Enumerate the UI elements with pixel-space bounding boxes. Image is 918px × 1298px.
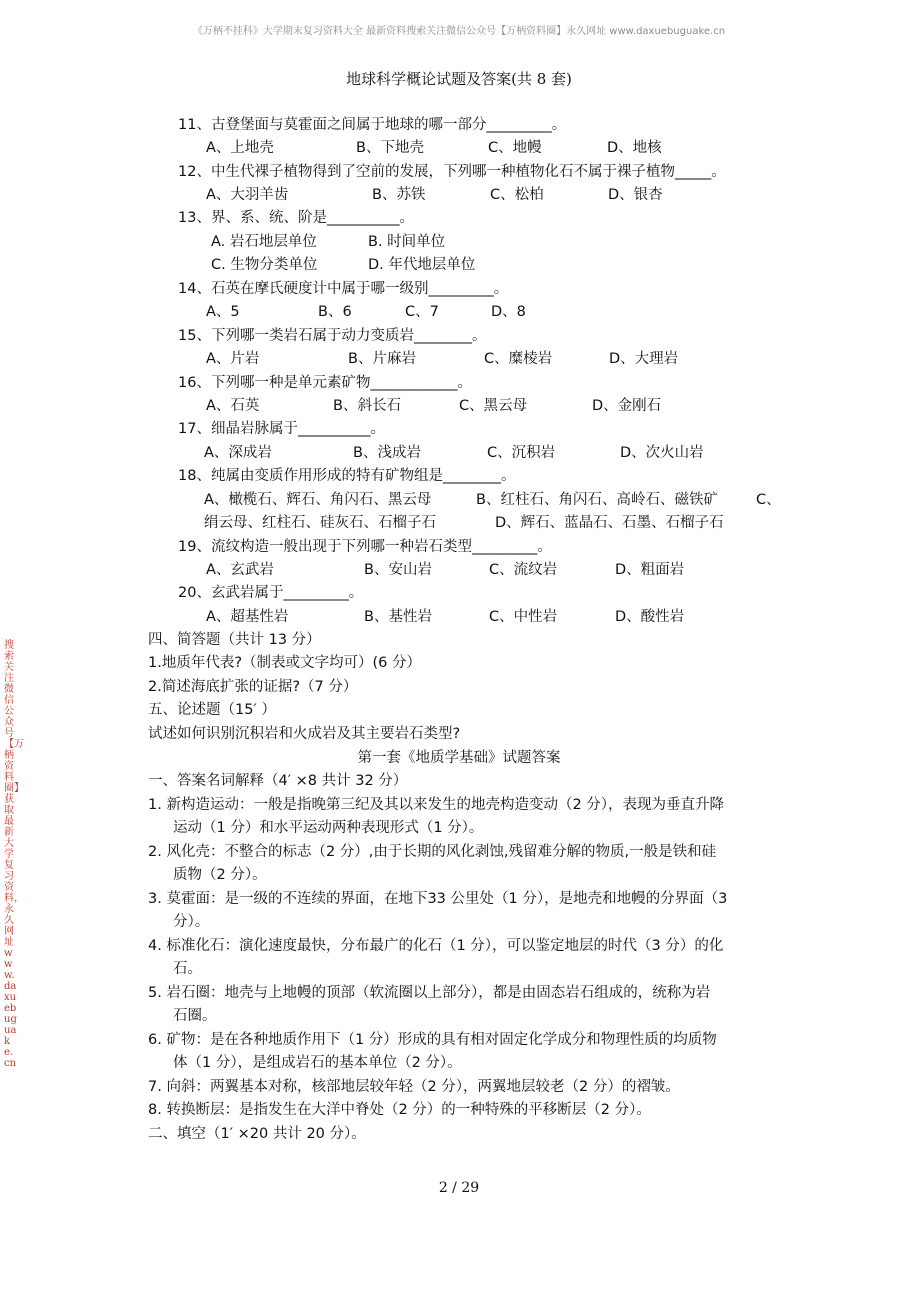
option: A、大羽羊齿: [206, 187, 289, 203]
answer-line: 4. 标准化石：演化速度最快，分布最广的化石（1 分），可以鉴定地层的时代（3 分）的化: [148, 938, 724, 954]
answer-line: 质物（2 分）。: [173, 867, 267, 883]
option: B、苏铁: [372, 187, 426, 203]
option: D、8: [491, 304, 526, 320]
question-stem: 19、流纹构造一般出现于下列哪一种岩石类型_________。: [178, 539, 552, 555]
option: A、橄榄石、辉石、角闪石、黑云母: [204, 492, 432, 508]
option: C、7: [405, 304, 439, 320]
option: B、红柱石、角闪石、高岭石、磁铁矿: [476, 492, 718, 508]
option: B、基性岩: [364, 609, 432, 625]
option: B. 时间单位: [368, 234, 446, 250]
question-stem: 13、界、系、统、阶是__________。: [178, 210, 414, 226]
option: 绢云母、红柱石、硅灰石、石榴子石: [204, 515, 436, 531]
page-number: 2 / 29: [438, 1180, 480, 1196]
answer-line: 7. 向斜：两翼基本对称，核部地层较年轻（2 分），两翼地层较老（2 分）的褶皱。: [148, 1079, 680, 1095]
question-stem: 17、细晶岩脉属于__________。: [178, 421, 385, 437]
option: C、沉积岩: [487, 445, 556, 461]
answer-line: 5. 岩石圈：地壳与上地幔的顶部（软流圈以上部分），都是由固态岩石组成的，统称为岩: [148, 985, 711, 1001]
option: C、: [756, 492, 781, 508]
answer-line: 体（1 分），是组成岩石的基本单位（2 分）。: [173, 1055, 462, 1071]
short-question: 1.地质年代表?（制表或文字均可）(6 分）: [148, 655, 422, 671]
option: B、片麻岩: [348, 351, 416, 367]
answers-title: 第一套《地质学基础》试题答案: [357, 750, 561, 766]
option: D、辉石、蓝晶石、石墨、石榴子石: [495, 515, 724, 531]
top-watermark: 《万柄不挂科》大学期末复习资料大全 最新资料搜索关注微信公众号【万柄资料圈】永久网址 www.daxuebuguake.cn: [192, 26, 726, 37]
document-title: 地球科学概论试题及答案(共 8 套): [346, 70, 572, 88]
option: C、黑云母: [459, 398, 528, 414]
option: A. 岩石地层单位: [211, 234, 317, 250]
option: A、超基性岩: [206, 609, 289, 625]
option: A、片岩: [206, 351, 260, 367]
option: D、粗面岩: [615, 562, 685, 578]
answer-line: 3. 莫霍面：是一级的不连续的界面，在地下33 公里处（1 分），是地壳和地幔的分界面（3: [148, 891, 728, 907]
option: B、浅成岩: [353, 445, 421, 461]
option: D、大理岩: [609, 351, 679, 367]
option: A、深成岩: [204, 445, 272, 461]
option: D、次火山岩: [620, 445, 704, 461]
section-heading: 一、答案名词解释（4′ ×8 共计 32 分）: [148, 773, 408, 789]
section-heading: 二、填空（1′ ×20 共计 20 分）。: [148, 1126, 366, 1142]
answer-line: 6. 矿物：是在各种地质作用下（1 分）形成的具有相对固定化学成分和物理性质的均质物: [148, 1032, 717, 1048]
option: C、糜棱岩: [484, 351, 553, 367]
option: B、下地壳: [356, 140, 424, 156]
option: B、6: [318, 304, 352, 320]
short-question: 2.简述海底扩张的证据?（7 分）: [148, 679, 358, 695]
option: D、地核: [607, 140, 662, 156]
answer-line: 8. 转换断层：是指发生在大洋中脊处（2 分）的一种特殊的平移断层（2 分）。: [148, 1102, 651, 1118]
question-stem: 20、玄武岩属于_________。: [178, 585, 364, 601]
question-stem: 12、中生代裸子植物得到了空前的发展，下列哪一种植物化石不属于裸子植物_____。: [178, 164, 726, 180]
option: D、金刚石: [592, 398, 662, 414]
answer-line: 2. 风化壳：不整合的标志（2 分）,由于长期的风化剥蚀,残留难分解的物质,一般是铁和硅: [148, 844, 717, 860]
question-stem: 16、下列哪一种是单元素矿物____________。: [178, 375, 472, 391]
option: C、地幔: [488, 140, 542, 156]
side-watermark: 搜索关注微信公众号【万柄资料圈】获取最新大学复习资料，永久网址www.daxuebuguake.cn: [4, 640, 24, 1069]
answer-line: 石。: [173, 961, 202, 977]
option: C、流纹岩: [489, 562, 558, 578]
option: A、玄武岩: [206, 562, 274, 578]
option: A、5: [206, 304, 240, 320]
question-stem: 15、下列哪一类岩石属于动力变质岩________。: [178, 328, 487, 344]
option: D. 年代地层单位: [368, 257, 476, 273]
answer-line: 分）。: [173, 914, 210, 930]
question-stem: 14、石英在摩氏硬度计中属于哪一级别_________。: [178, 281, 509, 297]
option: D、酸性岩: [615, 609, 685, 625]
option: A、石英: [206, 398, 260, 414]
option: B、安山岩: [364, 562, 432, 578]
section-heading: 四、简答题（共计 13 分）: [148, 632, 321, 648]
option: C、中性岩: [489, 609, 558, 625]
question-stem: 18、纯属由变质作用形成的特有矿物组是________。: [178, 468, 516, 484]
section-heading: 五、论述题（15′ ）: [148, 702, 276, 718]
option: B、斜长石: [333, 398, 401, 414]
option: A、上地壳: [206, 140, 274, 156]
option: C. 生物分类单位: [211, 257, 318, 273]
option: D、银杏: [608, 187, 663, 203]
option: C、松柏: [490, 187, 544, 203]
question-stem: 11、古登堡面与莫霍面之间属于地球的哪一部分_________。: [178, 117, 567, 133]
answer-line: 运动（1 分）和水平运动两种表现形式（1 分）。: [173, 820, 484, 836]
answer-line: 石圈。: [173, 1008, 217, 1024]
answer-line: 1. 新构造运动：一般是指晚第三纪及其以来发生的地壳构造变动（2 分），表现为垂直升降: [148, 797, 725, 813]
essay-question: 试述如何识别沉积岩和火成岩及其主要岩石类型?: [148, 726, 461, 742]
